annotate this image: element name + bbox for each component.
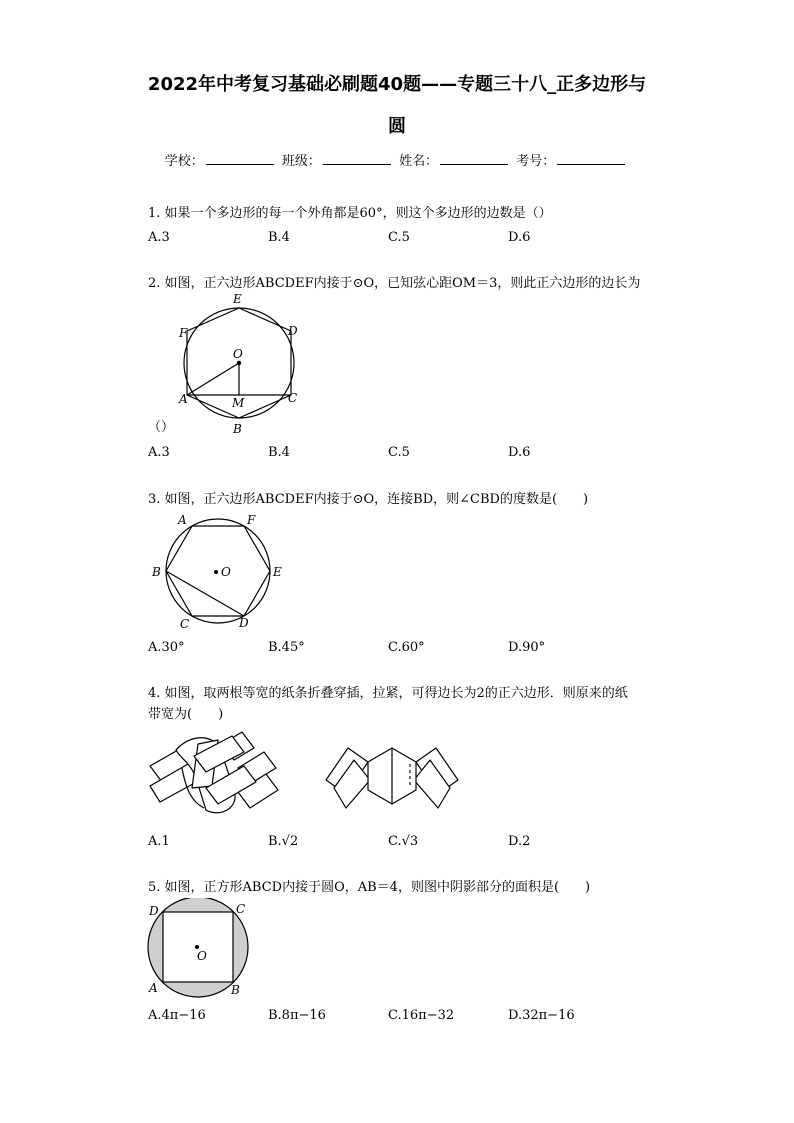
q5-option-c: C.16π−32 <box>388 1008 455 1023</box>
q5-label-c: C <box>236 902 246 916</box>
name-label: 姓名： <box>399 154 439 169</box>
question-3-figure <box>146 510 290 634</box>
q2-label-m: M <box>232 396 245 410</box>
q3-label-e: E <box>273 565 282 579</box>
q5-label-b: B <box>231 983 240 997</box>
question-1-stem: 1. 如果一个多边形的每一个外角都是60°，则这个多边形的边数是（） <box>148 206 552 221</box>
question-4-stem-line2: 带宽为( ) <box>148 707 224 722</box>
q2-label-b: B <box>233 422 242 436</box>
page-title-line2: 圆 <box>388 116 406 137</box>
q2-label-o: O <box>233 347 243 361</box>
q5-option-b: B.8π−16 <box>268 1008 326 1023</box>
student-info-line <box>0 150 794 169</box>
name-blank <box>440 152 508 165</box>
q2-center-dot <box>237 361 241 365</box>
q2-label-c: C <box>288 391 298 405</box>
q2-label-e: E <box>233 292 242 306</box>
q3-hexagon <box>166 526 270 616</box>
exam-no-label: 考号： <box>516 154 556 169</box>
q2-label-f: F <box>179 326 188 340</box>
q1-option-c: C.5 <box>388 230 410 245</box>
q2-label-a: A <box>179 392 188 406</box>
q4-option-b: B.√2 <box>268 834 299 849</box>
q5-label-d: D <box>149 904 159 918</box>
q2-option-c: C.5 <box>388 445 410 460</box>
q2-label-d: D <box>288 324 298 338</box>
q3-center-dot <box>214 570 218 574</box>
q4-option-d: D.2 <box>508 834 531 849</box>
exam-no-blank <box>557 152 625 165</box>
q5-label-o: O <box>197 949 207 963</box>
q5-option-a: A.4π−16 <box>148 1008 206 1023</box>
question-3-stem: 3. 如图，正六边形ABCDEF内接于⊙O，连接BD，则∠CBD的度数是( ) <box>148 492 589 507</box>
question-3-options <box>148 640 628 658</box>
question-5-options <box>148 1008 628 1026</box>
q2-option-a: A.3 <box>148 445 170 460</box>
q4-option-c: C.√3 <box>388 834 419 849</box>
question-2-options <box>148 445 628 463</box>
question-1-options <box>148 230 628 248</box>
q1-option-a: A.3 <box>148 230 170 245</box>
question-4-options <box>148 834 628 852</box>
q3-segment-bd <box>166 571 244 616</box>
q2-option-d: D.6 <box>508 445 531 460</box>
q3-label-c: C <box>180 617 190 631</box>
class-label: 班级： <box>281 154 321 169</box>
question-2-figure <box>172 290 306 436</box>
school-label: 学校： <box>164 154 204 169</box>
q3-label-a: A <box>178 513 187 527</box>
question-2-tail: （） <box>148 420 175 435</box>
question-4-figure-hexagon <box>324 742 460 812</box>
q1-option-d: D.6 <box>508 230 531 245</box>
class-blank <box>323 152 391 165</box>
q3-option-b: B.45° <box>268 640 305 655</box>
q3-label-b: B <box>152 565 161 579</box>
q4-option-a: A.1 <box>148 834 170 849</box>
question-2-stem: 2. 如图，正六边形ABCDEF内接于⊙O，已知弦心距OM＝3，则此正六边形的边长为 <box>148 276 641 291</box>
question-4-figure-woven-strips <box>146 728 286 818</box>
q2-option-b: B.4 <box>268 445 290 460</box>
q2-radius-oa <box>187 363 239 395</box>
q3-option-c: C.60° <box>388 640 425 655</box>
question-5-stem: 5. 如图，正方形ABCD内接于圆O，AB＝4，则图中阴影部分的面积是( ) <box>148 880 591 895</box>
question-4-stem-line1: 4. 如图，取两根等宽的纸条折叠穿插，拉紧，可得边长为2的正六边形．则原来的纸 <box>148 686 628 701</box>
q3-label-d: D <box>239 616 249 630</box>
school-blank <box>206 152 274 165</box>
q5-label-a: A <box>149 981 158 995</box>
q3-circle <box>166 519 270 623</box>
q3-option-a: A.30° <box>148 640 185 655</box>
page-title-line1: 2022年中考复习基础必刷题40题——专题三十八_正多边形与 <box>147 74 647 95</box>
q3-option-d: D.90° <box>508 640 546 655</box>
q3-label-o: O <box>221 565 231 579</box>
q3-label-f: F <box>247 513 256 527</box>
question-5-figure <box>142 898 254 1002</box>
q5-option-d: D.32π−16 <box>508 1008 575 1023</box>
q1-option-b: B.4 <box>268 230 290 245</box>
